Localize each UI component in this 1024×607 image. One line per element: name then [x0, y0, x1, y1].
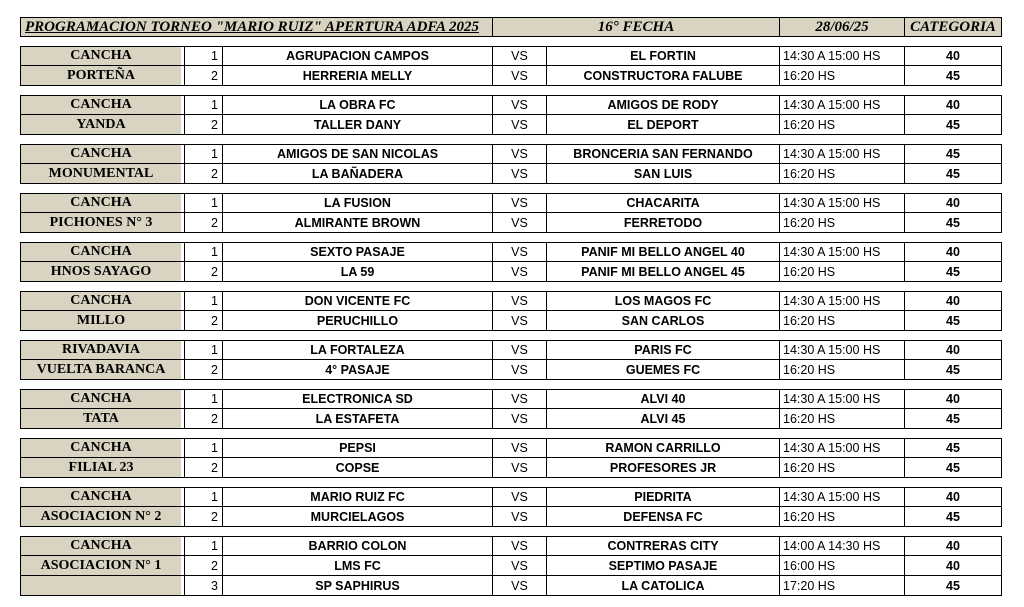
away-team: PARIS FC — [547, 340, 780, 360]
match-row — [20, 507, 1007, 527]
match-category: 45 — [905, 360, 1002, 380]
match-category: 45 — [905, 576, 1002, 596]
venue-blocks — [20, 37, 1007, 596]
venue-name: MONUMENTAL — [20, 164, 181, 184]
away-team: DEFENSA FC — [547, 507, 780, 527]
match-date: 28/06/25 — [780, 17, 905, 37]
match-category: 45 — [905, 311, 1002, 331]
match-row — [20, 242, 1007, 262]
venue-name: TATA — [20, 409, 181, 429]
match-time: 16:20 HS — [780, 458, 905, 478]
match-time: 14:30 A 15:00 HS — [780, 242, 905, 262]
match-category: 45 — [905, 507, 1002, 527]
venue-name: CANCHA — [20, 536, 181, 556]
block-spacer — [20, 282, 1007, 291]
venue-name: RIVADAVIA — [20, 340, 181, 360]
venue-name: CANCHA — [20, 193, 181, 213]
venue-name: CANCHA — [20, 438, 181, 458]
away-team: LA CATOLICA — [547, 576, 780, 596]
vs-label: VS — [493, 409, 547, 429]
match-row — [20, 389, 1007, 409]
match-category: 40 — [905, 95, 1002, 115]
match-number: 1 — [185, 536, 223, 556]
match-number: 2 — [185, 360, 223, 380]
match-number: 2 — [185, 66, 223, 86]
vs-label: VS — [493, 262, 547, 282]
match-category: 45 — [905, 262, 1002, 282]
match-row — [20, 360, 1007, 380]
match-number: 1 — [185, 340, 223, 360]
home-team: AMIGOS DE SAN NICOLAS — [223, 144, 493, 164]
match-category: 40 — [905, 291, 1002, 311]
home-team: HERRERIA MELLY — [223, 66, 493, 86]
match-time: 14:30 A 15:00 HS — [780, 193, 905, 213]
match-number: 2 — [185, 115, 223, 135]
venue-name: ASOCIACION N° 1 — [20, 556, 181, 576]
vs-label: VS — [493, 438, 547, 458]
home-team: PEPSI — [223, 438, 493, 458]
match-time: 14:00 A 14:30 HS — [780, 536, 905, 556]
header-row — [20, 17, 1007, 37]
match-time: 17:20 HS — [780, 576, 905, 596]
match-row — [20, 262, 1007, 282]
venue-name: VUELTA BARANCA — [20, 360, 181, 380]
block-spacer — [20, 380, 1007, 389]
block-spacer — [20, 86, 1007, 95]
away-team: LOS MAGOS FC — [547, 291, 780, 311]
home-team: SEXTO PASAJE — [223, 242, 493, 262]
vs-label: VS — [493, 536, 547, 556]
match-number: 1 — [185, 193, 223, 213]
match-category: 45 — [905, 409, 1002, 429]
vs-label: VS — [493, 340, 547, 360]
home-team: AGRUPACION CAMPOS — [223, 46, 493, 66]
match-number: 2 — [185, 262, 223, 282]
vs-label: VS — [493, 46, 547, 66]
away-team: PROFESORES JR — [547, 458, 780, 478]
schedule-sheet — [20, 17, 1007, 596]
home-team: PERUCHILLO — [223, 311, 493, 331]
match-category: 45 — [905, 144, 1002, 164]
match-category: 45 — [905, 115, 1002, 135]
vs-label: VS — [493, 193, 547, 213]
match-time: 16:20 HS — [780, 311, 905, 331]
venue-block — [20, 144, 1007, 184]
match-number: 2 — [185, 311, 223, 331]
match-number: 2 — [185, 458, 223, 478]
vs-label: VS — [493, 66, 547, 86]
venue-block — [20, 95, 1007, 135]
match-row — [20, 340, 1007, 360]
match-category: 40 — [905, 536, 1002, 556]
match-time: 14:30 A 15:00 HS — [780, 95, 905, 115]
match-number: 1 — [185, 144, 223, 164]
venue-block — [20, 242, 1007, 282]
away-team: SEPTIMO PASAJE — [547, 556, 780, 576]
venue-name: CANCHA — [20, 487, 181, 507]
match-number: 2 — [185, 556, 223, 576]
away-team: ALVI 40 — [547, 389, 780, 409]
venue-block — [20, 193, 1007, 233]
match-time: 14:30 A 15:00 HS — [780, 46, 905, 66]
venue-block — [20, 487, 1007, 527]
match-category: 45 — [905, 164, 1002, 184]
match-category: 40 — [905, 389, 1002, 409]
block-spacer — [20, 135, 1007, 144]
match-category: 40 — [905, 487, 1002, 507]
match-time: 14:30 A 15:00 HS — [780, 291, 905, 311]
vs-label: VS — [493, 115, 547, 135]
home-team: MURCIELAGOS — [223, 507, 493, 527]
block-spacer — [20, 331, 1007, 340]
venue-name: YANDA — [20, 115, 181, 135]
vs-label: VS — [493, 507, 547, 527]
block-spacer — [20, 184, 1007, 193]
venue-block — [20, 389, 1007, 429]
away-team: PANIF MI BELLO ANGEL 40 — [547, 242, 780, 262]
away-team: PANIF MI BELLO ANGEL 45 — [547, 262, 780, 282]
venue-block — [20, 340, 1007, 380]
match-row — [20, 213, 1007, 233]
match-time: 16:20 HS — [780, 66, 905, 86]
venue-name — [20, 576, 181, 596]
away-team: GUEMES FC — [547, 360, 780, 380]
away-team: CONSTRUCTORA FALUBE — [547, 66, 780, 86]
match-time: 16:20 HS — [780, 360, 905, 380]
match-row — [20, 193, 1007, 213]
home-team: LA ESTAFETA — [223, 409, 493, 429]
match-time: 16:20 HS — [780, 409, 905, 429]
venue-block — [20, 438, 1007, 478]
venue-name: MILLO — [20, 311, 181, 331]
home-team: LMS FC — [223, 556, 493, 576]
venue-name: ASOCIACION N° 2 — [20, 507, 181, 527]
venue-block — [20, 291, 1007, 331]
venue-name: PICHONES N° 3 — [20, 213, 181, 233]
venue-block — [20, 536, 1007, 596]
match-number: 2 — [185, 507, 223, 527]
away-team: RAMON CARRILLO — [547, 438, 780, 458]
match-number: 1 — [185, 242, 223, 262]
vs-label: VS — [493, 389, 547, 409]
match-row — [20, 536, 1007, 556]
home-team: TALLER DANY — [223, 115, 493, 135]
match-row — [20, 556, 1007, 576]
match-number: 2 — [185, 409, 223, 429]
vs-label: VS — [493, 164, 547, 184]
block-spacer — [20, 233, 1007, 242]
vs-label: VS — [493, 487, 547, 507]
vs-label: VS — [493, 311, 547, 331]
vs-label: VS — [493, 556, 547, 576]
vs-label: VS — [493, 95, 547, 115]
vs-label: VS — [493, 291, 547, 311]
home-team: LA OBRA FC — [223, 95, 493, 115]
venue-name: FILIAL 23 — [20, 458, 181, 478]
category-header: CATEGORIA — [905, 17, 1002, 37]
block-spacer — [20, 478, 1007, 487]
home-team: ALMIRANTE BROWN — [223, 213, 493, 233]
match-row — [20, 46, 1007, 66]
vs-label: VS — [493, 242, 547, 262]
match-row — [20, 438, 1007, 458]
away-team: BRONCERIA SAN FERNANDO — [547, 144, 780, 164]
match-time: 16:00 HS — [780, 556, 905, 576]
match-time: 14:30 A 15:00 HS — [780, 438, 905, 458]
match-category: 45 — [905, 213, 1002, 233]
home-team: DON VICENTE FC — [223, 291, 493, 311]
match-row — [20, 144, 1007, 164]
match-row — [20, 115, 1007, 135]
match-time: 16:20 HS — [780, 262, 905, 282]
match-row — [20, 95, 1007, 115]
match-row — [20, 458, 1007, 478]
away-team: CHACARITA — [547, 193, 780, 213]
away-team: SAN LUIS — [547, 164, 780, 184]
match-time: 16:20 HS — [780, 115, 905, 135]
vs-label: VS — [493, 360, 547, 380]
home-team: LA 59 — [223, 262, 493, 282]
vs-label: VS — [493, 213, 547, 233]
home-team: LA BAÑADERA — [223, 164, 493, 184]
match-time: 16:20 HS — [780, 507, 905, 527]
match-number: 3 — [185, 576, 223, 596]
vs-label: VS — [493, 144, 547, 164]
venue-name: CANCHA — [20, 389, 181, 409]
venue-name: CANCHA — [20, 291, 181, 311]
venue-name: CANCHA — [20, 144, 181, 164]
match-category: 40 — [905, 46, 1002, 66]
venue-name: PORTEÑA — [20, 66, 181, 86]
home-team: LA FORTALEZA — [223, 340, 493, 360]
match-row — [20, 164, 1007, 184]
away-team: PIEDRITA — [547, 487, 780, 507]
match-time: 14:30 A 15:00 HS — [780, 487, 905, 507]
home-team: 4° PASAJE — [223, 360, 493, 380]
match-category: 40 — [905, 242, 1002, 262]
match-number: 1 — [185, 438, 223, 458]
venue-name: HNOS SAYAGO — [20, 262, 181, 282]
match-category: 45 — [905, 66, 1002, 86]
match-time: 14:30 A 15:00 HS — [780, 144, 905, 164]
away-team: SAN CARLOS — [547, 311, 780, 331]
vs-label: VS — [493, 576, 547, 596]
home-team: BARRIO COLON — [223, 536, 493, 556]
home-team: MARIO RUIZ FC — [223, 487, 493, 507]
match-row — [20, 311, 1007, 331]
block-spacer — [20, 429, 1007, 438]
match-number: 1 — [185, 95, 223, 115]
venue-block — [20, 46, 1007, 86]
match-number: 2 — [185, 164, 223, 184]
match-number: 1 — [185, 487, 223, 507]
match-number: 1 — [185, 291, 223, 311]
match-category: 45 — [905, 458, 1002, 478]
away-team: ALVI 45 — [547, 409, 780, 429]
match-time: 16:20 HS — [780, 213, 905, 233]
match-category: 40 — [905, 340, 1002, 360]
away-team: AMIGOS DE RODY — [547, 95, 780, 115]
match-number: 1 — [185, 46, 223, 66]
match-category: 40 — [905, 193, 1002, 213]
match-number: 1 — [185, 389, 223, 409]
venue-name: CANCHA — [20, 46, 181, 66]
home-team: LA FUSION — [223, 193, 493, 213]
match-time: 14:30 A 15:00 HS — [780, 389, 905, 409]
vs-label: VS — [493, 458, 547, 478]
match-row — [20, 576, 1007, 596]
away-team: CONTRERAS CITY — [547, 536, 780, 556]
match-row — [20, 487, 1007, 507]
match-category: 40 — [905, 556, 1002, 576]
away-team: FERRETODO — [547, 213, 780, 233]
match-number: 2 — [185, 213, 223, 233]
match-row — [20, 66, 1007, 86]
home-team: SP SAPHIRUS — [223, 576, 493, 596]
match-category: 45 — [905, 438, 1002, 458]
match-time: 14:30 A 15:00 HS — [780, 340, 905, 360]
away-team: EL FORTIN — [547, 46, 780, 66]
tournament-title: PROGRAMACION TORNEO "MARIO RUIZ" APERTURA ADFA 2025 — [20, 17, 493, 37]
home-team: COPSE — [223, 458, 493, 478]
venue-name: CANCHA — [20, 95, 181, 115]
match-time: 16:20 HS — [780, 164, 905, 184]
block-spacer — [20, 37, 1007, 46]
home-team: ELECTRONICA SD — [223, 389, 493, 409]
block-spacer — [20, 527, 1007, 536]
round-label: 16° FECHA — [493, 17, 780, 37]
match-row — [20, 409, 1007, 429]
venue-name: CANCHA — [20, 242, 181, 262]
away-team: EL DEPORT — [547, 115, 780, 135]
match-row — [20, 291, 1007, 311]
